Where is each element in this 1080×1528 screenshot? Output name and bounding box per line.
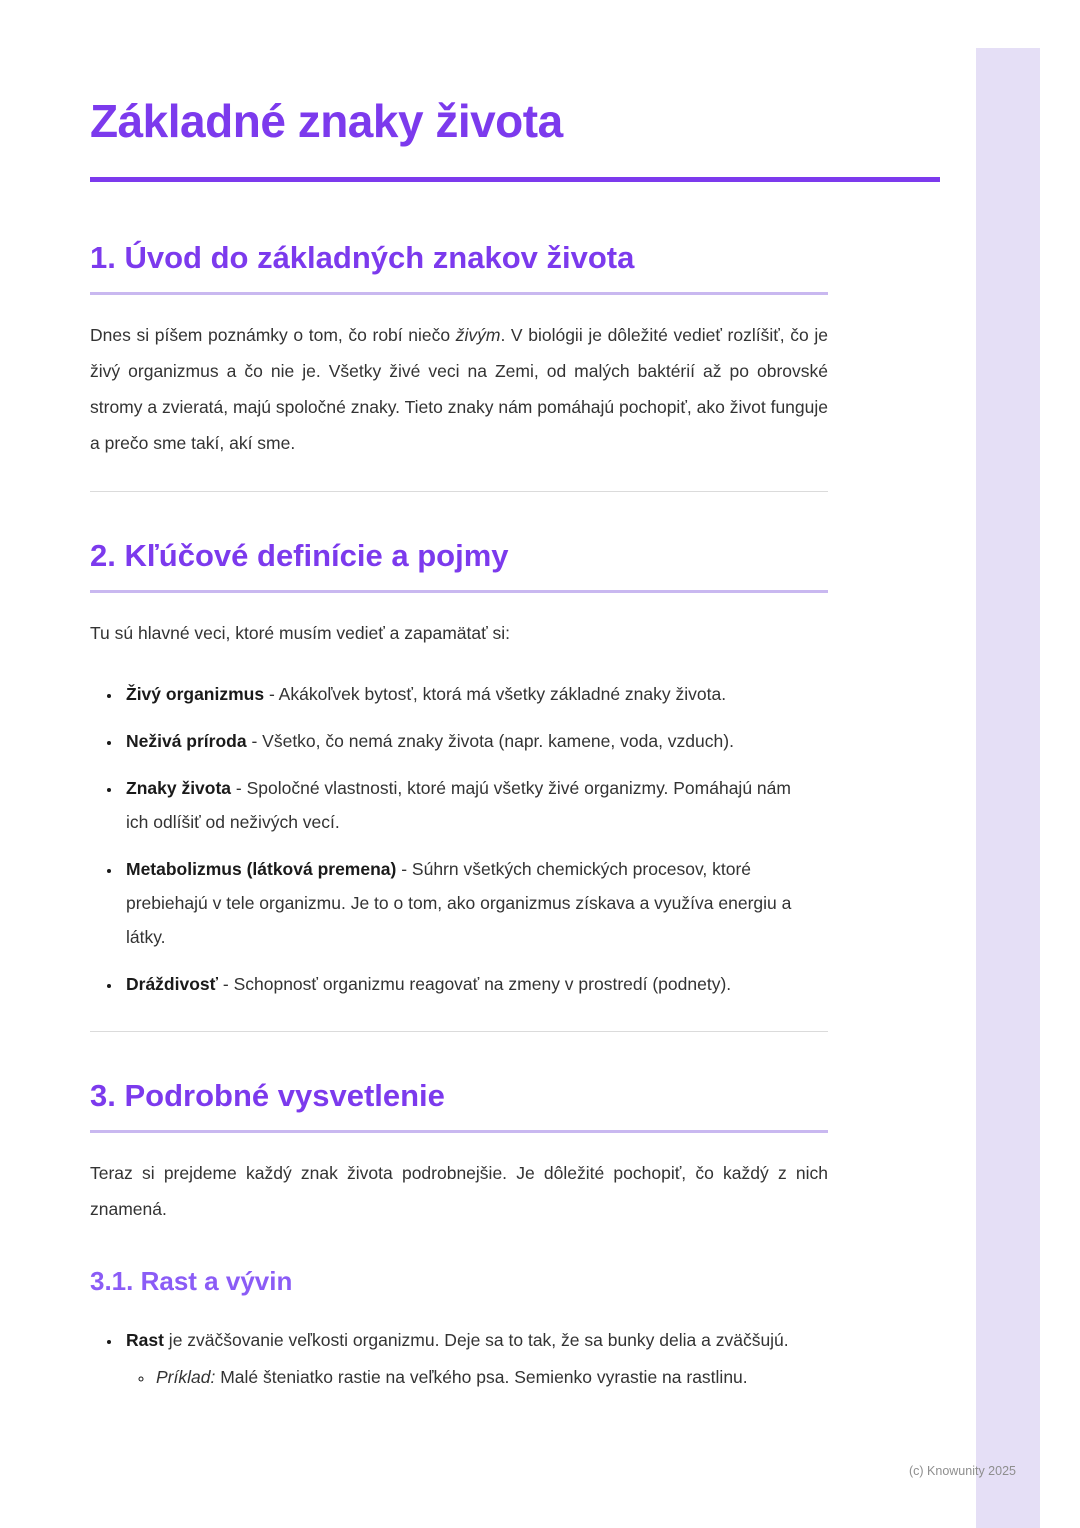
definitions-intro: Tu sú hlavné veci, ktoré musím vedieť a zapamätať si: xyxy=(90,623,511,643)
list-item xyxy=(122,852,800,954)
text: Dnes si píšem poznámky o tom, čo robí niečo xyxy=(90,325,456,345)
term-description: - Spoločné vlastnosti, ktoré majú všetky živé organizmy. Pomáhajú nám ich odlíšiť od neživých vecí. xyxy=(126,778,791,832)
growth-list xyxy=(90,1323,800,1394)
term: Dráždivosť xyxy=(126,974,219,994)
definitions-list xyxy=(90,677,800,1001)
example-sublist xyxy=(126,1360,800,1394)
list-item xyxy=(122,677,800,711)
section-3-heading: 3. Podrobné vysvetlenie xyxy=(90,1076,828,1133)
term: Znaky života xyxy=(126,778,232,798)
list-item xyxy=(122,771,800,839)
section-definitions xyxy=(90,536,828,1001)
term-description: - Súhrn všetkých chemických procesov, ktoré prebiehajú v tele organizmu. Je to o tom, ako organizmus získava a využíva energiu a látky. xyxy=(126,859,792,947)
term: Neživá príroda xyxy=(126,731,247,751)
section-divider xyxy=(90,1031,828,1032)
explanation-intro: Teraz si prejdeme každý znak života podrobnejšie. Je dôležité pochopiť, čo každý z nich znamená. xyxy=(90,1163,828,1219)
list-item xyxy=(122,967,800,1001)
section-intro xyxy=(90,238,828,461)
page-title: Základné znaky života xyxy=(90,95,563,147)
section-divider xyxy=(90,491,828,492)
subsection-3-1-heading: 3.1. Rast a vývin xyxy=(90,1266,293,1296)
term-description: je zväčšovanie veľkosti organizmu. Deje sa to tak, že sa bunky delia a zväčšujú. xyxy=(163,1330,789,1350)
term-description: - Všetko, čo nemá znaky života (napr. kamene, voda, vzduch). xyxy=(246,731,734,751)
term: Živý organizmus xyxy=(126,684,265,704)
title-rule xyxy=(90,177,940,182)
example-text: Malé šteniatko rastie na veľkého psa. Semienko vyrastie na rastlinu. xyxy=(215,1367,748,1387)
intro-paragraph xyxy=(90,317,828,461)
side-strip xyxy=(976,48,1040,1528)
section-2-heading: 2. Kľúčové definície a pojmy xyxy=(90,536,828,593)
list-item xyxy=(122,724,800,758)
term: Metabolizmus (látková premena) xyxy=(126,859,397,879)
copyright-note: (c) Knowunity 2025 xyxy=(908,1464,1016,1478)
section-1-heading: 1. Úvod do základných znakov života xyxy=(90,238,828,295)
example-label: Príklad: xyxy=(156,1367,216,1387)
list-item xyxy=(122,1323,800,1394)
sub-list-item xyxy=(154,1360,800,1394)
text: . V biológii je dôležité vedieť rozlíšiť, čo je živý organizmus a čo nie je. Všetky živé veci na Zemi, od malých baktérií až po obrovské stromy a zvieratá, majú spoločné znaky. Tieto znaky nám pomáhajú pochopiť, ako život funguje a prečo sme takí, akí sme. xyxy=(90,325,828,453)
term-description: - Akákoľvek bytosť, ktorá má všetky základné znaky života. xyxy=(264,684,727,704)
section-explanation xyxy=(90,1076,828,1394)
italic-text: živým xyxy=(455,325,501,345)
term: Rast xyxy=(126,1330,164,1350)
term-description: - Schopnosť organizmu reagovať na zmeny v prostredí (podnety). xyxy=(218,974,732,994)
